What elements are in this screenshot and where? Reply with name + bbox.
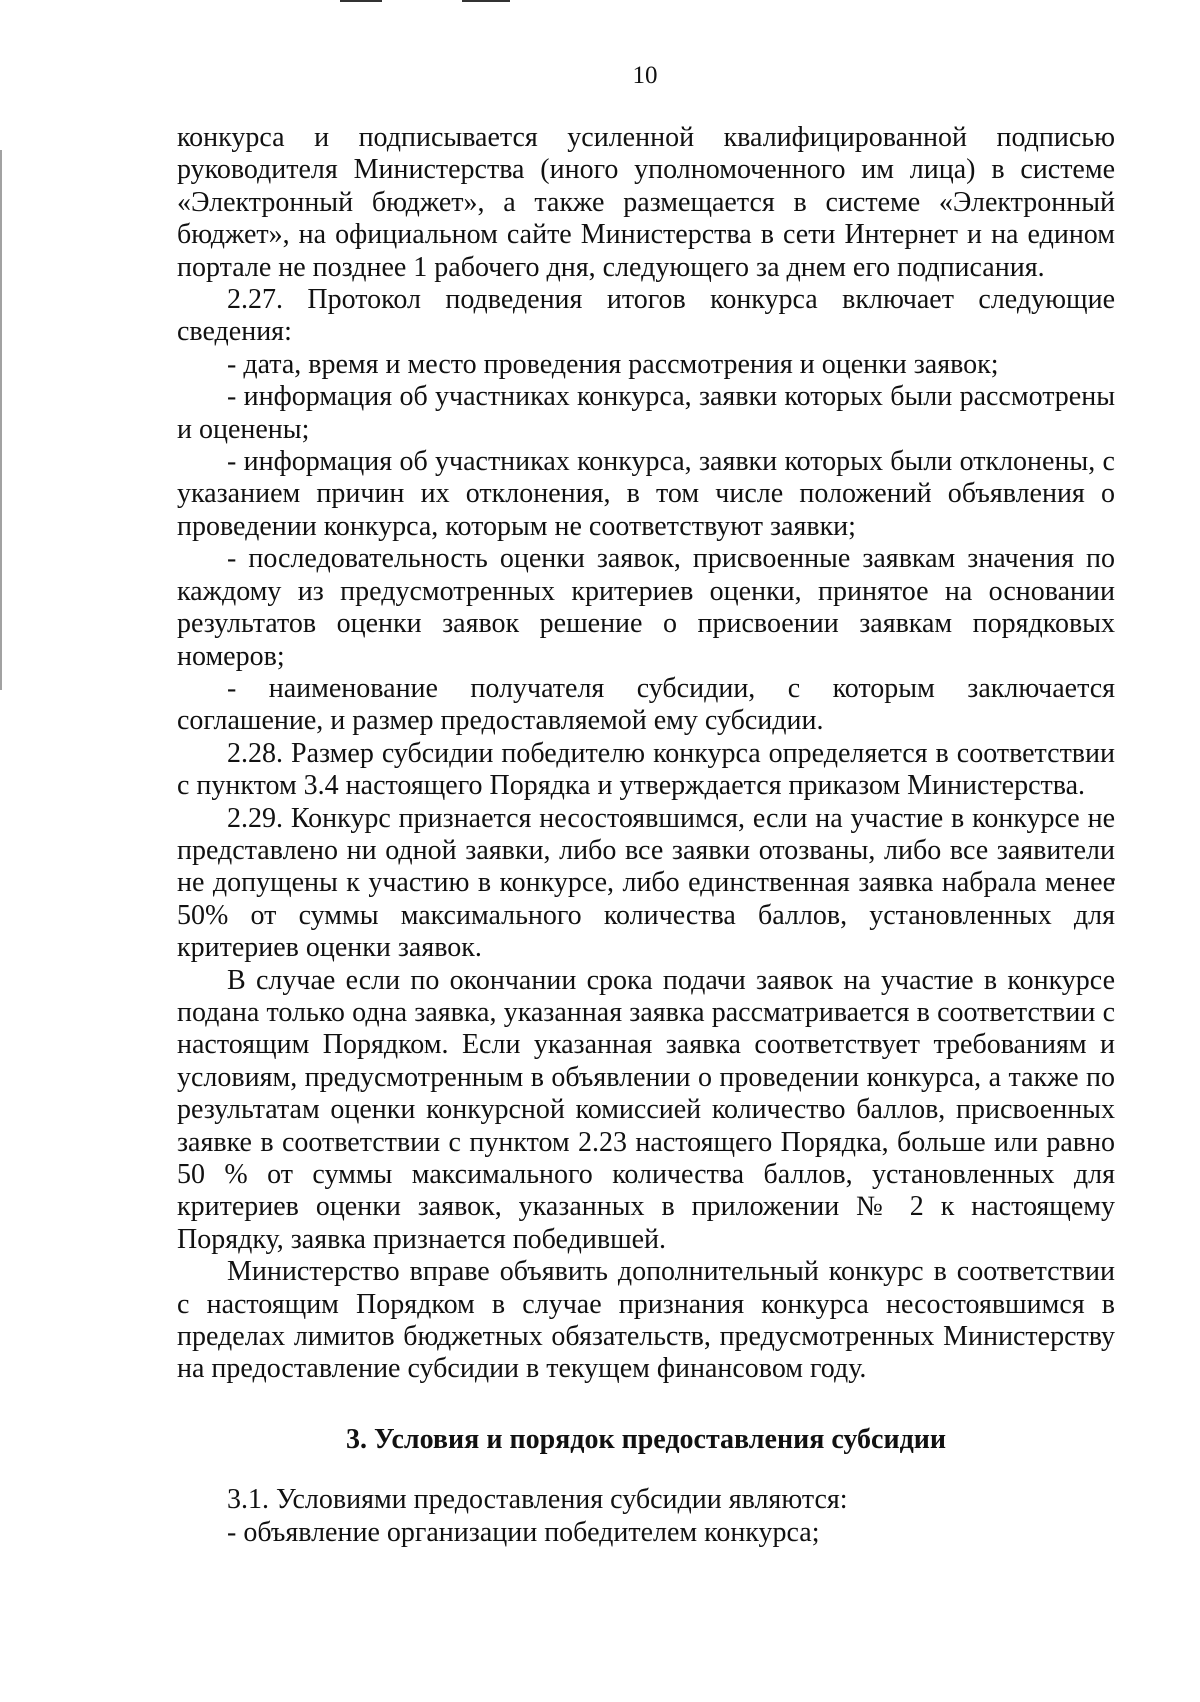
paragraph-additional-contest: Министерство вправе объявить дополнительный конкурс в соответствии с настоящим Порядком в случае признания конкурса несостоявшимся в пределах лимитов бюджетных обязательств, предусмотренных Министерству на предоставление субсидии в текущем финансовом году. [177,1256,1115,1385]
list-item: - дата, время и место проведения рассмотрения и оценки заявок; [227,348,999,380]
scan-edge-line [0,150,2,690]
paragraph-2-28: 2.28. Размер субсидии победителю конкурса определяется в соответствии с пунктом 3.4 настоящего Порядка и утверждается приказом Министерства. [177,737,1115,802]
list-item: - наименование получателя субсидии, с которым заключается соглашение, и размер предоставляемой ему субсидии. [177,672,1115,737]
section-heading: 3. Условия и порядок предоставления субсидии [345,1423,947,1455]
scan-mark [340,0,382,2]
list-item: - объявление организации победителем конкурса; [227,1516,820,1548]
paragraph-continuation: конкурса и подписывается усиленной квалифицированной подписью руководителя Министерства (иного уполномоченного им лица) в системе «Электронный бюджет», а также размещается в системе «Электронный бюджет», на официальном сайте Министерства в сети Интернет и на едином портале не позднее 1 рабочего дня, следующего за днем его подписания. [177,122,1115,283]
scan-mark [462,0,510,2]
paragraph-2-27: 2.27. Протокол подведения итогов конкурса включает следующие сведения: [177,284,1115,348]
paragraph-2-29: 2.29. Конкурс признается несостоявшимся, если на участие в конкурсе не представлено ни одной заявки, либо все заявки отозваны, либо все заявители не допущены к участию в конкурсе, либо единственная заявка набрала менее 50% от суммы максимального количества баллов, установленных для критериев оценки заявок. [177,802,1115,964]
paragraph-single-application: В случае если по окончании срока подачи заявок на участие в конкурсе подана только одна заявка, указанная заявка рассматривается в соответствии с настоящим Порядком. Если указанная заявка соответствует требованиям и условиям, предусмотренным в объявлении о проведении конкурса, а также по результатам оценки конкурсной комиссией количество баллов, присвоенных заявке в соответствии с пунктом 2.23 настоящего Порядка, больше или равно 50 % от суммы максимального количества баллов, установленных для критериев оценки заявок, указанных в приложении № 2 к настоящему Порядку, заявка признается победившей. [177,964,1115,1255]
list-item: - информация об участниках конкурса, заявки которых были рассмотрены и оценены; [177,381,1115,445]
list-item: - информация об участниках конкурса, заявки которых были отклонены, с указанием причин их отклонения, в том числе положений объявления о проведении конкурса, которым не соответствуют заявки; [177,446,1115,542]
page-number: 10 [632,62,658,89]
paragraph-3-1: 3.1. Условиями предоставления субсидии являются: [227,1484,848,1516]
document-body [177,122,1115,1549]
list-item: - последовательность оценки заявок, присвоенные заявкам значения по каждому из предусмотренных критериев оценки, принятое на основании результатов оценки заявок решение о присвоении заявкам порядковых номеров; [177,543,1115,672]
